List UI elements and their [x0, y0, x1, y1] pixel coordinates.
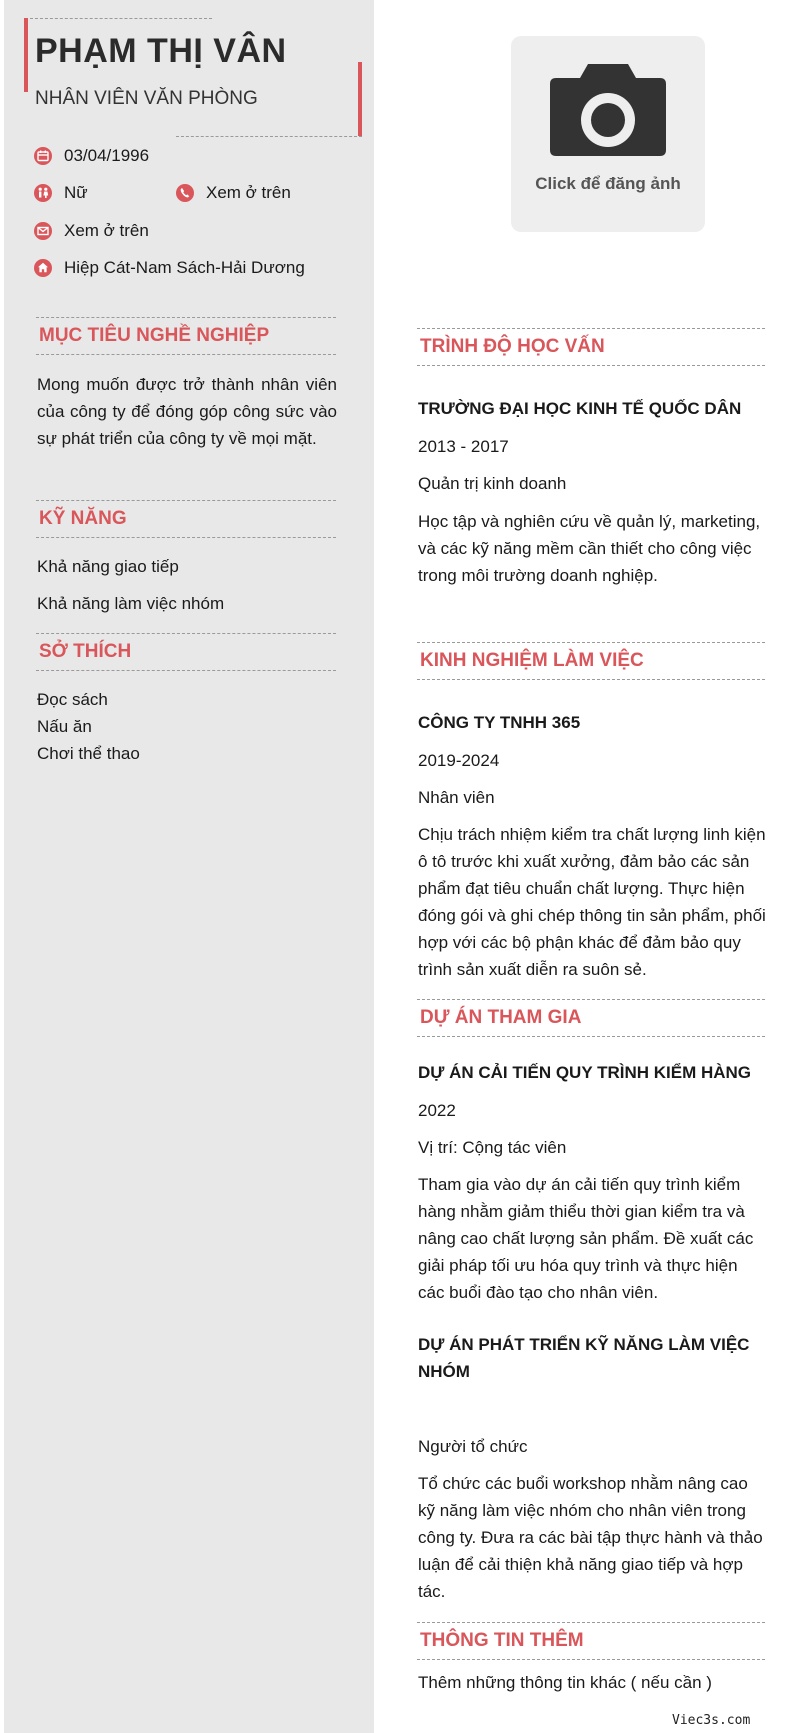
address-value[interactable]: Hiệp Cát-Nam Sách-Hải Dương: [64, 258, 305, 277]
education-major[interactable]: Quản trị kinh doanh: [418, 474, 567, 493]
project-role[interactable]: Vị trí: Cộng tác viên: [418, 1138, 567, 1157]
education-description[interactable]: Học tập và nghiên cứu về quản lý, marketing, và các kỹ năng mềm cần thiết cho công việc trong môi trường doanh nghiệp.: [418, 512, 761, 585]
experience-description[interactable]: Chịu trách nhiệm kiểm tra chất lượng linh kiện ô tô trước khi xuất xưởng, đảm bảo các sản phẩm đạt tiêu chuẩn chất lượng. Thực hiện đóng gói và ghi chép thông tin sản phẩm, phối hợp với các bộ phận khác để đảm bảo quy trình sản xuất diễn ra suôn sẻ.: [418, 825, 766, 979]
birthday-value[interactable]: 03/04/1996: [64, 146, 150, 165]
project-description[interactable]: Tổ chức các buổi workshop nhằm nâng cao kỹ năng làm việc nhóm cho nhân viên trong công ty. Đưa ra các bài tập thực hành và thảo luận để cải thiện khả năng giao tiếp và hợp tác.: [418, 1474, 763, 1601]
education-school[interactable]: TRƯỜNG ĐẠI HỌC KINH TẾ QUỐC DÂN: [418, 399, 742, 418]
skill-item[interactable]: Khả năng làm việc nhóm: [37, 594, 225, 613]
experience-company[interactable]: CÔNG TY TNHH 365: [418, 713, 581, 732]
project-name[interactable]: DỰ ÁN PHÁT TRIỂN KỸ NĂNG LÀM VIỆC NHÓM: [418, 1335, 750, 1381]
phone-row: [176, 183, 291, 203]
experience-years[interactable]: 2019-2024: [418, 751, 500, 770]
phone-icon: [176, 184, 194, 202]
additional-heading: THÔNG TIN THÊM: [417, 1622, 765, 1660]
address-row: [34, 258, 305, 278]
birthday-row: [34, 146, 149, 166]
camera-icon: [550, 64, 666, 156]
name-divider-top: [30, 18, 212, 19]
photo-upload-label[interactable]: Click để đăng ảnh: [535, 174, 681, 193]
hobby-item[interactable]: Đọc sách: [37, 690, 108, 709]
email-row: [34, 221, 149, 241]
experience-position[interactable]: Nhân viên: [418, 788, 495, 807]
objective-text[interactable]: Mong muốn được trở thành nhân viên của công ty để đóng góp công sức vào sự phát triển của công ty về mọi mặt.: [37, 375, 337, 448]
name-block: [24, 18, 362, 138]
hobbies-heading: SỞ THÍCH: [36, 633, 336, 671]
gender-row: [34, 183, 88, 203]
photo-upload[interactable]: [511, 36, 705, 232]
phone-value[interactable]: Xem ở trên: [206, 183, 291, 202]
name-divider-bottom: [176, 136, 362, 137]
job-title[interactable]: NHÂN VIÊN VĂN PHÒNG: [35, 88, 258, 109]
calendar-icon: [34, 147, 52, 165]
experience-heading: KINH NGHIỆM LÀM VIỆC: [417, 642, 765, 680]
education-years[interactable]: 2013 - 2017: [418, 437, 509, 456]
projects-heading: DỰ ÁN THAM GIA: [417, 999, 765, 1037]
additional-text[interactable]: Thêm những thông tin khác ( nếu cần ): [418, 1673, 712, 1692]
envelope-icon: [34, 222, 52, 240]
project-year[interactable]: 2022: [418, 1101, 456, 1120]
candidate-name[interactable]: PHẠM THỊ VÂN: [35, 32, 287, 70]
watermark: Viec3s.com: [672, 1713, 751, 1728]
objective-heading: MỤC TIÊU NGHỀ NGHIỆP: [36, 317, 336, 355]
project-name[interactable]: DỰ ÁN CẢI TIẾN QUY TRÌNH KIỂM HÀNG: [418, 1063, 752, 1082]
skills-heading: KỸ NĂNG: [36, 500, 336, 538]
hobby-item[interactable]: Chơi thể thao: [37, 744, 140, 763]
gender-icon: [34, 184, 52, 202]
home-icon: [34, 259, 52, 277]
hobby-item[interactable]: Nấu ăn: [37, 717, 92, 736]
project-role[interactable]: Người tổ chức: [418, 1437, 528, 1456]
skill-item[interactable]: Khả năng giao tiếp: [37, 557, 179, 576]
education-heading: TRÌNH ĐỘ HỌC VẤN: [417, 328, 765, 366]
accent-bar-right: [358, 62, 362, 136]
email-value[interactable]: Xem ở trên: [64, 221, 149, 240]
project-description[interactable]: Tham gia vào dự án cải tiến quy trình kiểm hàng nhằm giảm thiểu thời gian kiểm tra và nâng cao chất lượng sản phẩm. Đề xuất các giải pháp tối ưu hóa quy trình và thực hiện các buổi đào tạo cho nhân viên.: [418, 1175, 754, 1302]
gender-value[interactable]: Nữ: [64, 183, 88, 202]
accent-bar-left: [24, 18, 28, 92]
